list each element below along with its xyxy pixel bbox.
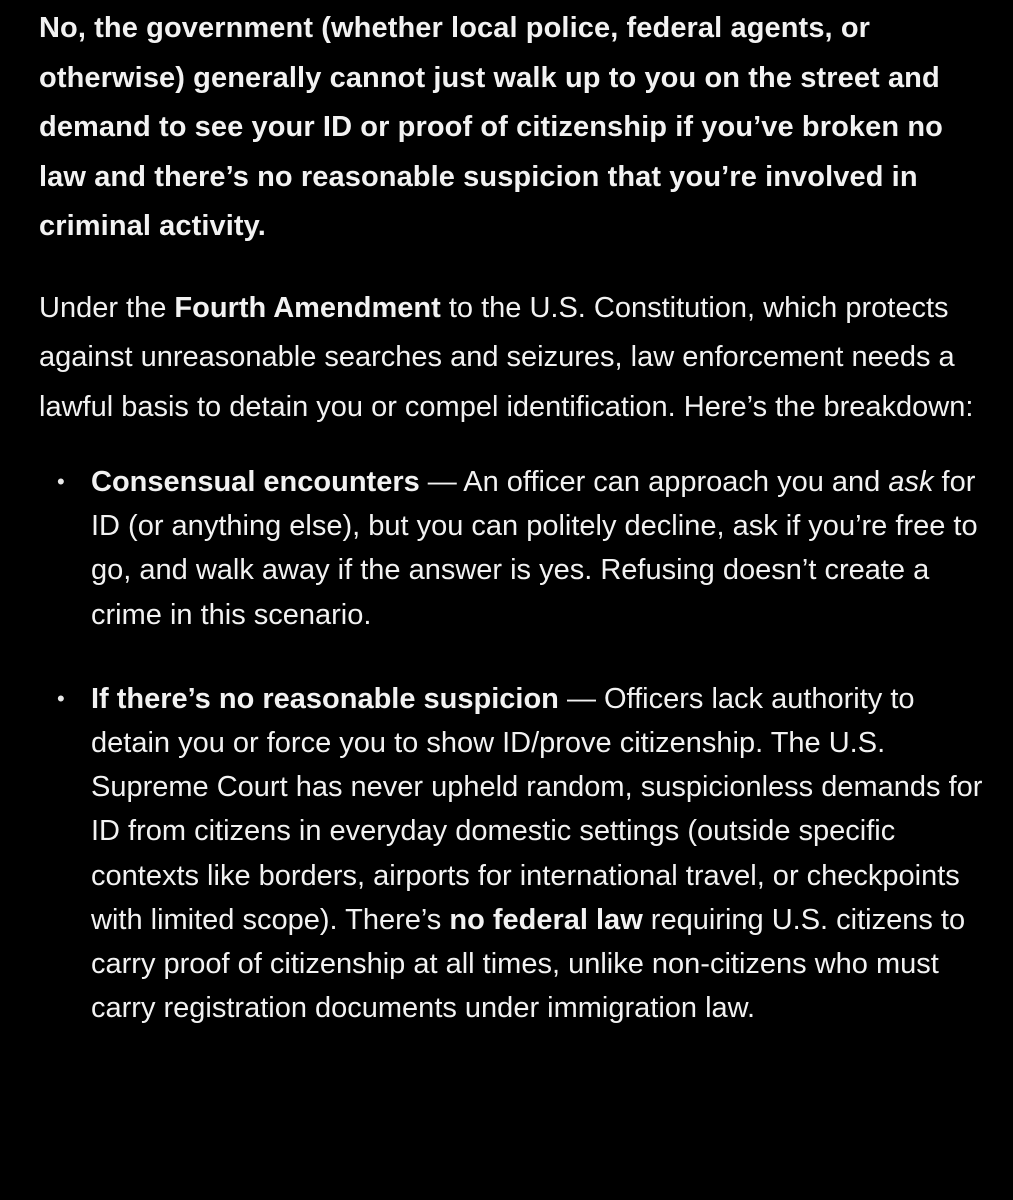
bullet-icon: • (57, 469, 65, 494)
list-item-italic: ask (888, 466, 934, 498)
paragraph-prefix: Under the (39, 291, 175, 324)
list-item-text: — Officers lack authority to detain you or force you to show ID/prove citizenship. The U.S. Supreme Court has never upheld random, suspicionless demands for ID from citizens in everyday domestic settings (outside specific contexts like borders, airports for international travel, or checkpoints with limited scope). There’s (91, 682, 983, 936)
list-item-consensual-encounters (39, 460, 984, 637)
list-item-no-reasonable-suspicion (39, 677, 984, 1031)
paragraph-bold: Fourth Amendment (174, 291, 441, 324)
list-item-title: If there’s no reasonable suspicion (91, 682, 559, 715)
intro-paragraph: No, the government (whether local police, federal agents, or otherwise) generally cannot just walk up to you on the street and demand to see your ID or proof of citizenship if you’ve broken no law and there’s no reasonable suspicion that you’re involved in criminal activity. (39, 12, 943, 242)
fourth-amendment-paragraph (39, 284, 984, 433)
bullet-icon: • (57, 685, 65, 711)
breakdown-list (39, 460, 984, 1030)
paragraph-suffix: to the U.S. Constitution, which protects against unreasonable searches and seizures, law enforcement needs a lawful basis to detain you or compel identification. Here’s the breakdown: (39, 291, 974, 423)
message-content (39, 0, 984, 1070)
list-item-text: — An officer can approach you and (419, 466, 889, 498)
list-item-title: Consensual encounters (91, 466, 420, 498)
list-item-bold: no federal law (449, 903, 643, 936)
list-item-text: requiring U.S. citizens to carry proof of citizenship at all times, unlike non-citizens who must carry registration documents under immigration law. (91, 903, 966, 1025)
list-item-text: for ID (or anything else), but you can politely decline, ask if you’re free to go, and walk away if the answer is yes. Refusing doesn’t create a crime in this scenario. (91, 466, 978, 631)
